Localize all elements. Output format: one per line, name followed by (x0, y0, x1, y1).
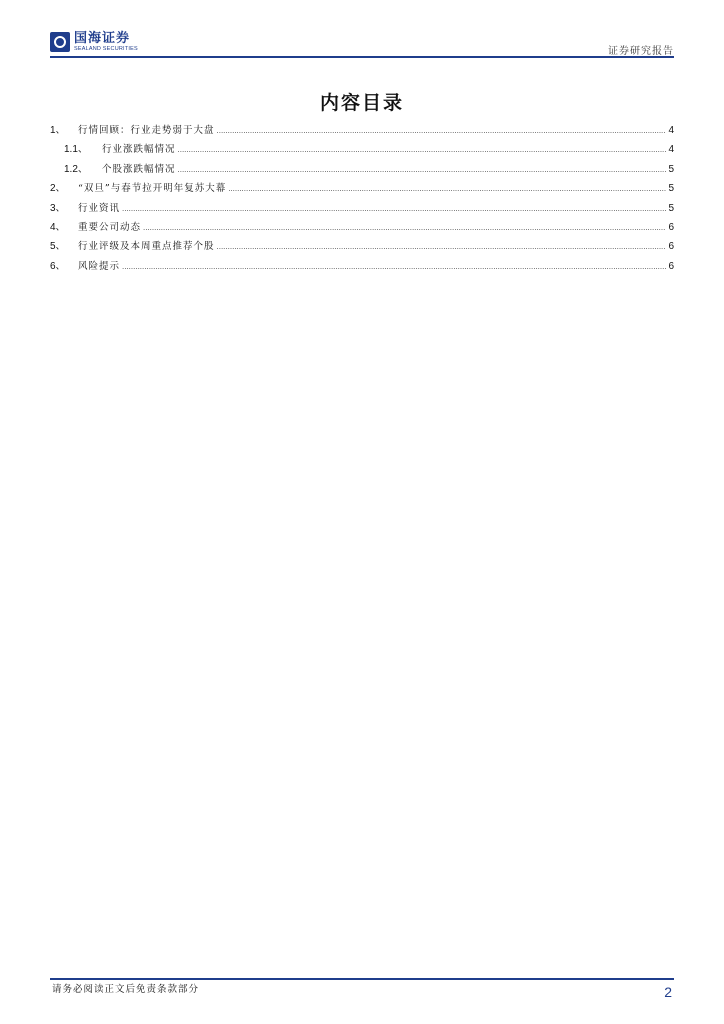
toc-entry-number: 3、 (50, 202, 66, 214)
toc-entry-page: 6 (668, 260, 674, 272)
footer-divider (50, 978, 674, 980)
toc-entry-label: 行业涨跌幅情况 (102, 144, 176, 156)
toc-entry-4[interactable] (50, 218, 674, 237)
toc-entry-page: 6 (668, 241, 674, 253)
toc-leader-dots (122, 262, 666, 271)
toc-entry-label: 行业评级及本周重点推荐个股 (78, 241, 215, 253)
toc-entry-3[interactable] (50, 199, 674, 218)
toc-entry-5[interactable] (50, 237, 674, 256)
toc-entry-page: 5 (668, 163, 674, 175)
toc-entry-page: 4 (668, 144, 674, 156)
toc-leader-dots (178, 145, 667, 154)
toc-entry-1-2[interactable] (50, 160, 674, 179)
toc-title: 内容目录 (319, 92, 404, 114)
page-number: 2 (664, 984, 672, 1000)
toc-entry-page: 5 (668, 183, 674, 195)
disclaimer-note: 请务必阅读正文后免责条款部分 (52, 984, 200, 995)
toc-entry-page: 5 (668, 202, 674, 214)
report-type-label: 证券研究报告 (608, 46, 674, 57)
toc-entry-label: 风险提示 (78, 260, 121, 272)
toc-leader-dots (228, 184, 666, 193)
toc-entry-number: 4、 (50, 221, 66, 233)
toc-entry-number: 1.2、 (64, 163, 88, 175)
header-divider (50, 56, 674, 58)
toc-entry-label: “双旦”与春节拉开明年复苏大幕 (78, 183, 227, 195)
toc-entry-1[interactable] (50, 121, 674, 140)
toc-entry-label: 行业资讯 (78, 202, 121, 214)
toc-entry-number: 1.1、 (64, 144, 88, 156)
logo-english-name: SEALAND SECURITIES (74, 46, 138, 52)
toc-entry-6[interactable] (50, 257, 674, 276)
toc-leader-dots (217, 242, 667, 251)
toc-entry-page: 6 (668, 221, 674, 233)
toc-leader-dots (178, 165, 667, 174)
toc-entry-label: 行情回顾：行业走势弱于大盘 (78, 125, 215, 136)
toc-entry-1-1[interactable] (50, 140, 674, 159)
toc-leader-dots (143, 223, 666, 232)
sealand-logo-icon (50, 32, 70, 52)
table-of-contents (50, 121, 674, 276)
toc-entry-number: 2、 (50, 183, 66, 195)
toc-leader-dots (122, 204, 666, 213)
company-logo (50, 32, 138, 53)
page-header (50, 30, 674, 58)
toc-entry-2[interactable] (50, 179, 674, 198)
toc-entry-label: 个股涨跌幅情况 (102, 163, 176, 175)
toc-entry-page: 4 (668, 125, 674, 136)
toc-leader-dots (217, 126, 667, 135)
toc-entry-label: 重要公司动态 (78, 221, 142, 233)
toc-entry-number: 6、 (50, 260, 66, 272)
toc-entry-number: 5、 (50, 241, 66, 253)
toc-entry-number: 1、 (50, 125, 66, 136)
logo-chinese-name: 国海证券 (74, 31, 131, 46)
